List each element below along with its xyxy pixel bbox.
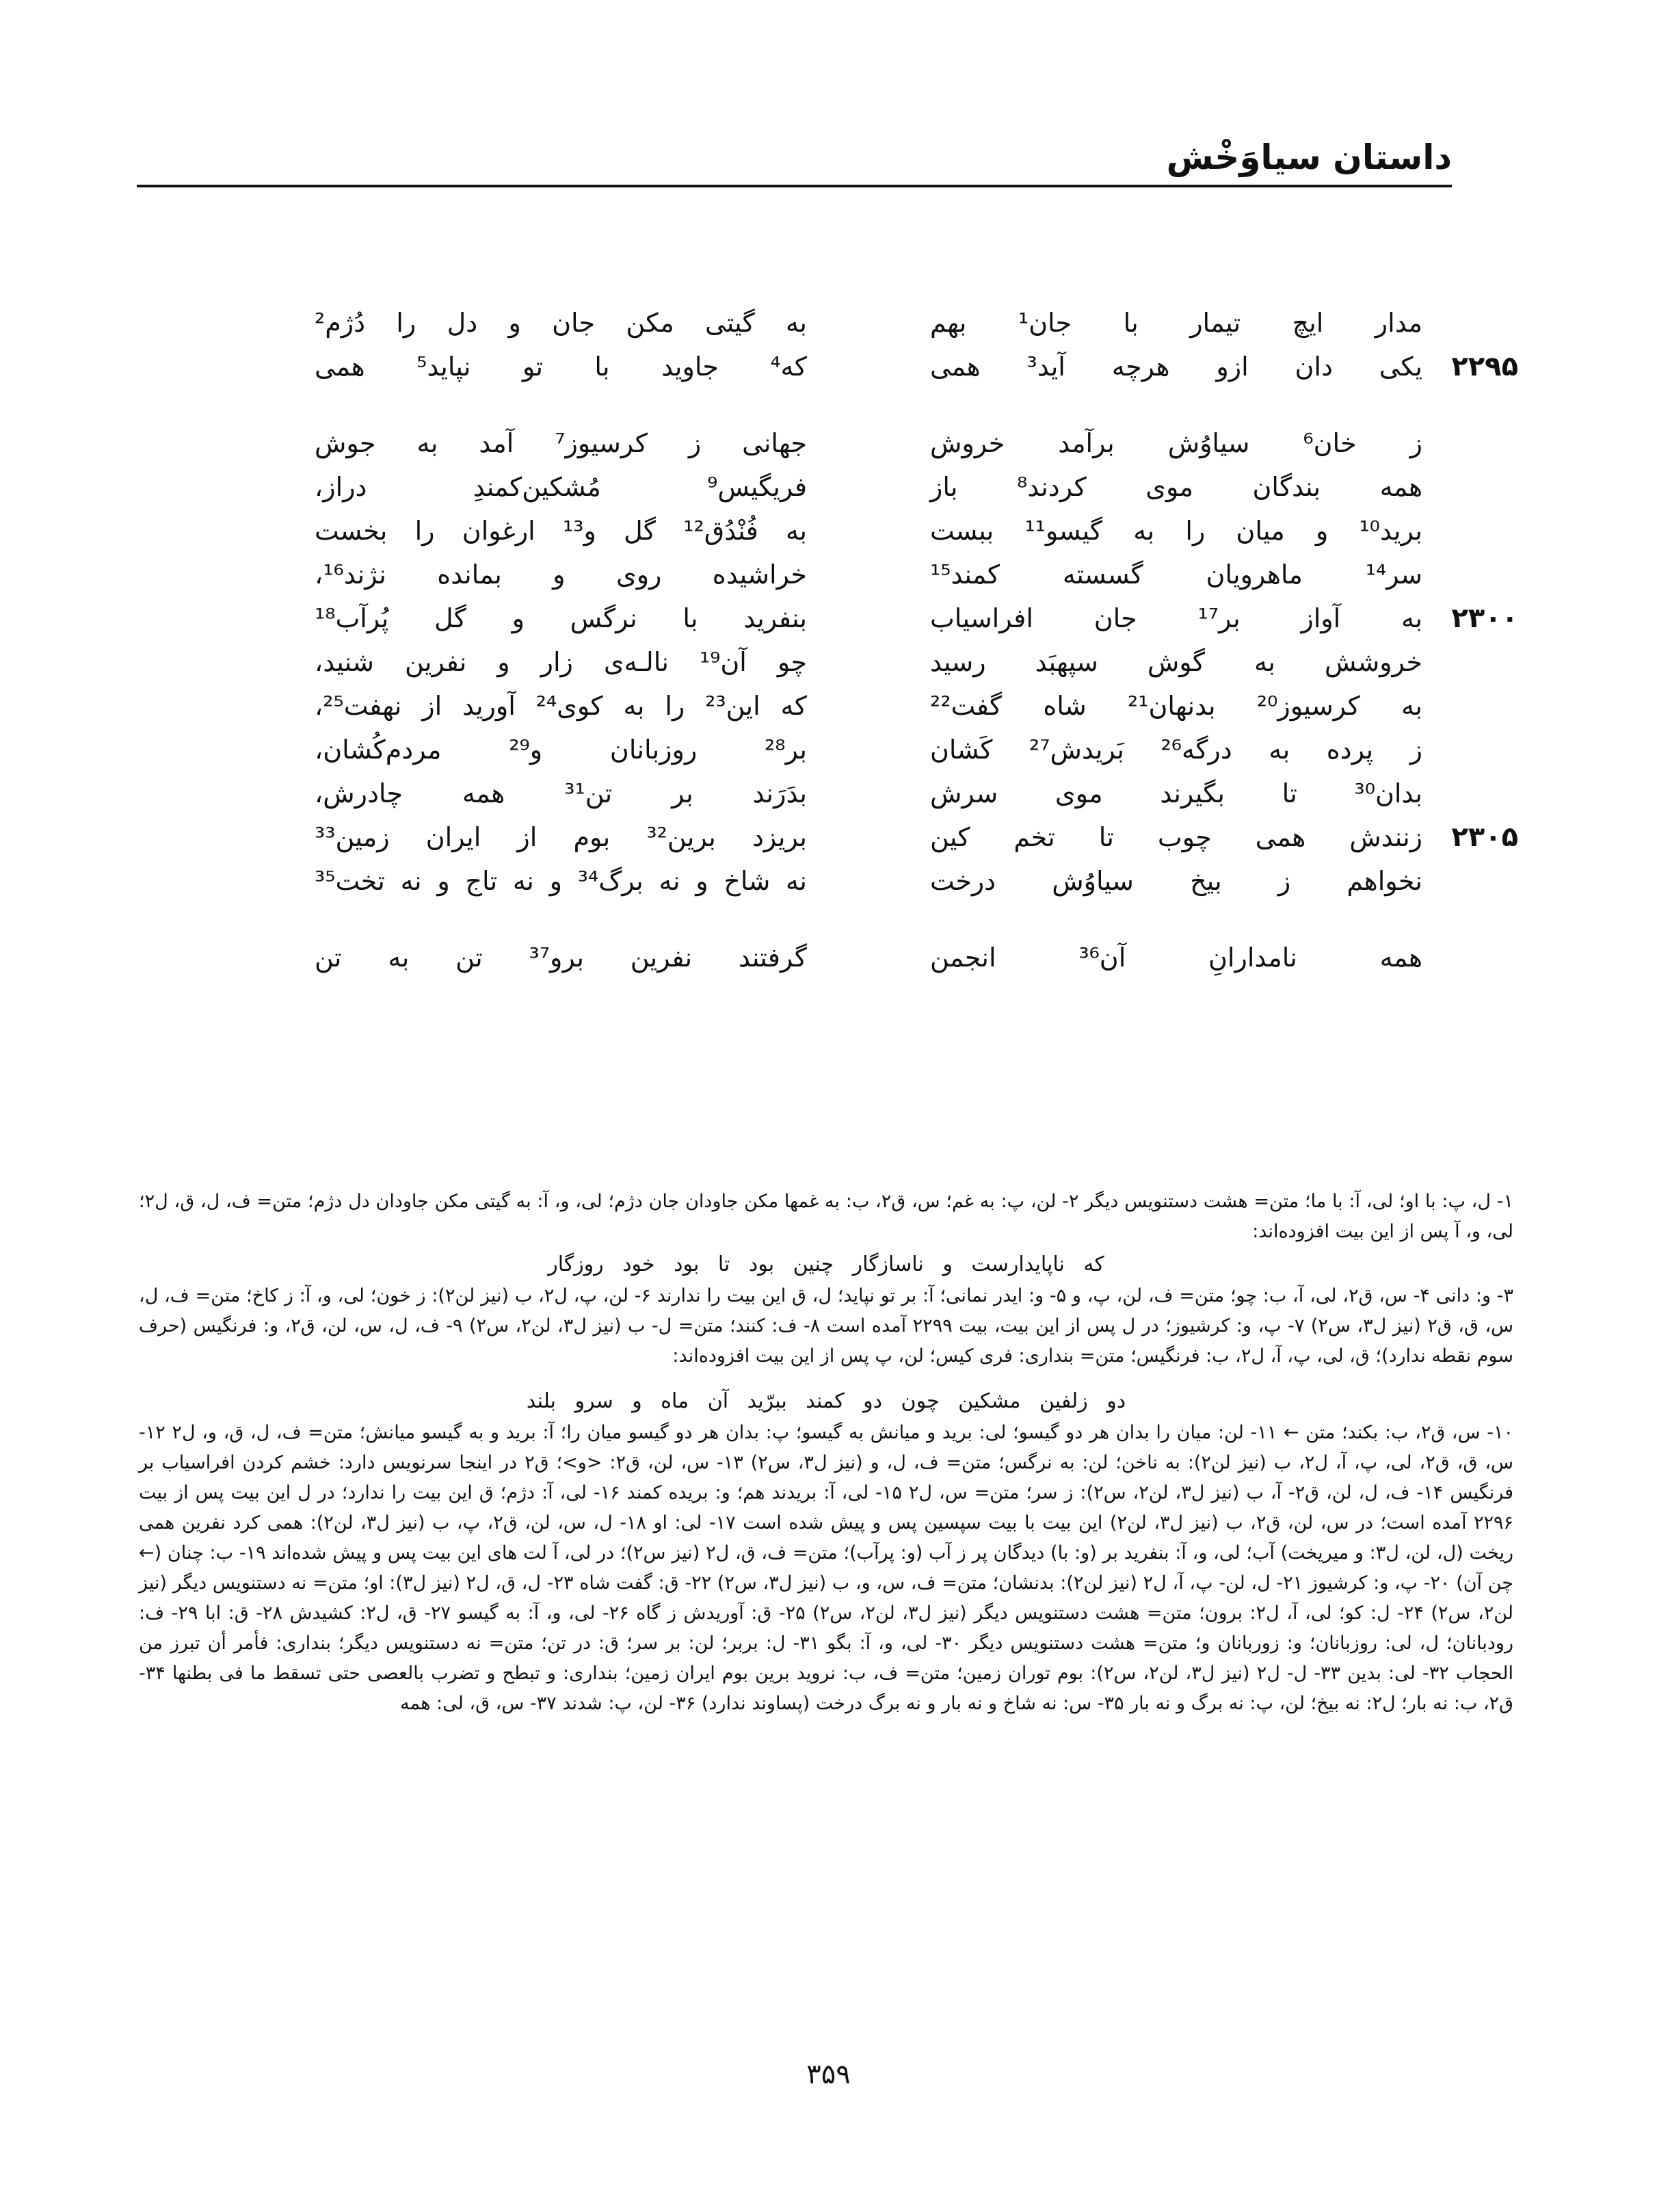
couplet [246, 553, 1422, 596]
couplet [246, 301, 1422, 345]
verse-number: ۲۲۹۵ [1451, 351, 1518, 382]
verse-number: ۲۳۰۰ [1451, 603, 1518, 634]
first-hemistich: ز خان⁶ سیاوُش برآمد خروش [930, 428, 1422, 458]
footnote-block: ۱۰- س، ق۲، ب: بکند؛ متن ← ۱۱- لن: میان را بدان هر دو گیسو؛ لی: برید و میانش به گیسو؛ پ: بدان هر دو گیسو میان را؛ آ: برید و به گیسو میانش؛ متن= ف، ل، ق، و، ل۲ ۱۲- س، ق، ق۲، لی، پ، آ، ل۲، ب (نیز لن۲): به ناخن؛ لن: به نرگس؛ متن= ف، ل، و (نیز ل۳، س۲) ۱۳- س، لن، ق۲: <و>؛ ق۲ در اینجا سرنویس دارد: خشم کردن افراسیاب بر فرنگیس ۱۴- ف، ل، لن، ق۲- آ، ب (نیز ل۳، لن۲، س۲): ز سر؛ متن= س، ل۲ ۱۵- لی، آ: بریدند هم؛ و: بریده کمند ۱۶- لی، آ: دژم؛ ق این بیت را ندارد؛ در ل این بیت پس از بیت ۲۲۹۶ آمده است؛ در س، لن، ق۲، ب (نیز ل۳، لن۲) این بیت با بیت سپسین پس و پیش شده است ۱۷- لی: او ۱۸- ل، س، لن، ق۲، پ، ب (نیز ل۳، لن۲): همی کرد نفرین همی ریخت (ل، لن، ل۳: و میریخت) آب؛ لی، و، آ: بنفرید بر (و: با) دیدگان پر ز آب (و: پرآب)؛ متن= ف، ق، ل۲ (نیز س۲)؛ در لی، آ لت های این بیت پس و پیش شده‌اند ۱۹- ب: چنان (← چن آن) ۲۰- پ، و: کرشیوز ۲۱- ل، لن- پ، آ، ل۲ (نیز لن۲): بدنشان؛ متن= ف، س، و، ب (نیز ل۳، س۲) ۲۲- ق: گفت شاه ۲۳- ل، ق، ل۲ (نیز ل۳): او؛ متن= نه دستنویس دیگر (نیز لن۲، س۲) ۲۴- ل: کو؛ لی، آ، ل۲: برون؛ متن= هشت دستنویس دیگر (نیز ل۳، لن۲، س۲) ۲۵- ق: آوریدش ز گاه ۲۶- لی، و، آ: به گیسو ۲۷- ق، ل۲: کشیدش ۲۸- ق: ابا ۲۹- ف: رودبانان؛ ل، لی: روزبانان؛ و: زوربانان و؛ متن= هشت دستنویس دیگر ۳۰- لی، و، آ: بگو ۳۱- ل: بربر؛ لن: بر سر؛ ق: در تن؛ متن= نه دستنویس دیگر؛ بنداری: فأمر أن تبرز من الحجاب ۳۲- لی: بدین ۳۳- ل- ل۲ (نیز ل۳، لن۲، س۲): بوم توران زمین؛ متن= ف، ب: نروید برین بوم ایران زمین؛ بنداری: و تبطح و تضرب بالعصی حتی تسقط ما فی بطنها ۳۴- ق۲، ب: نه بار؛ ل۲: نه بیخ؛ لن، پ: نه برگ و نه بار ۳۵- س: نه شاخ و نه بار و نه برگ درخت (پساوند ندارد) ۳۶- لن، پ: شدند ۳۷- س، ق، لی: همه [139, 1422, 1514, 1714]
first-hemistich: برید¹⁰ و میان را به گیسو¹¹ ببست [930, 516, 1422, 546]
second-hemistich: نه شاخ و نه برگ³⁴ و نه تاج و نه تخت³⁵ [315, 866, 807, 896]
second-hemistich: جهانی ز کرسیوز⁷ آمد به جوش [315, 428, 807, 458]
second-hemistich: به فُنْدُق¹² گل و¹³ ارغوان را بخست [315, 516, 807, 546]
first-hemistich: نخواهم ز بیخ سیاوُش درخت [930, 866, 1422, 896]
couplet [246, 345, 1518, 389]
first-hemistich: به کرسیوز²⁰ بدنهان²¹ شاه گفت²² [930, 691, 1422, 721]
couplet [246, 728, 1422, 772]
second-hemistich: به گیتی مکن جان و دل را دُژم² [315, 308, 807, 338]
couplet [246, 684, 1422, 728]
second-hemistich: گرفتند نفرین برو³⁷ تن به تن [315, 943, 807, 973]
first-hemistich: همه نامدارانِ آن³⁶ انجمن [930, 943, 1422, 973]
couplet [246, 772, 1422, 815]
header-rule [137, 185, 1452, 187]
first-hemistich: یکی دان ازو هرچه آید³ همی [930, 352, 1422, 382]
first-hemistich: همه بندگان موی کردند⁸ باز [930, 472, 1422, 502]
couplet [246, 509, 1422, 553]
second-hemistich: که این²³ را به کوی²⁴ آورید از نهفت²⁵، [315, 691, 807, 721]
footnote-block: ۱- ل، پ: با او؛ لی، آ: با ما؛ متن= هشت دستنویس دیگر ۲- لن، پ: به غم؛ س، ق۲، ب: به غمها مکن جاودان جان دژم؛ لی، و، آ: به گیتی مکن جاودان دل دژم؛ متن= ف، ل، ق، ل۲؛ لی، و، آ پس از این بیت افزوده‌اند: [139, 1191, 1513, 1242]
second-hemistich: چو آن¹⁹ نالـه‌ی زار و نفرین شنید، [315, 647, 807, 677]
first-hemistich: ز پرده به درگه²⁶ بَریدش²⁷ کَشان [930, 735, 1423, 765]
verse-number: ۲۳۰۵ [1451, 821, 1518, 853]
second-hemistich: بنفرید با نرگس و گل پُرآب¹⁸ [315, 603, 807, 633]
first-hemistich: مدار ایچ تیمار با جان¹ بهم [930, 308, 1422, 338]
couplet [246, 421, 1422, 465]
couplet [246, 815, 1518, 859]
couplet [246, 596, 1518, 640]
footnote-added-verse: که ناپایدارست و ناسازگار چنین بود تا بود خود روزگار [548, 1252, 1104, 1276]
couplet [246, 465, 1422, 509]
footnote-added-verse: دو زلفین مشکین چون دو کمند ببرّید آن ماه و سرو بلند [526, 1389, 1126, 1413]
first-hemistich: بدان³⁰ تا بگیرند موی سرش [930, 778, 1422, 808]
verse-section [246, 301, 1518, 979]
second-hemistich: فریگیس⁹ مُشکین‌کمندِ دراز، [315, 472, 807, 502]
couplet [246, 859, 1422, 903]
second-hemistich: که⁴ جاوید با تو نپاید⁵ همی [315, 352, 808, 382]
second-hemistich: خراشیده روی و بمانده نژند¹⁶، [315, 559, 807, 590]
first-hemistich: خروشش به گوش سپهبَد رسید [930, 647, 1422, 677]
running-title: داستان سیاوَخْش [1166, 137, 1452, 177]
first-hemistich: زنندش همی چوب تا تخم کین [930, 822, 1422, 852]
second-hemistich: بر²⁸ روزبانان و²⁹ مردم‌کُشان، [315, 735, 807, 765]
first-hemistich: به آواز بر¹⁷ جان افراسیاب [930, 603, 1422, 633]
couplet [246, 936, 1422, 979]
footnote-block: ۳- و: دانی ۴- س، ق۲، لی، آ، ب: چو؛ متن= ف، لن، پ، و ۵- و: ایدر نمانی؛ آ: بر تو نپاید؛ ل، ق این بیت را ندارند ۶- لن، پ، ل۲، ب (نیز لن۲): ز خون؛ لی، و، آ: ز کاخ؛ متن= ف، ل، س، ق، ق۲ (نیز ل۳، س۲) ۷- پ، و: کرشیوز؛ در ل پس از این بیت، بیت ۲۲۹۹ آمده است ۸- ف: کنند؛ متن= ل- ب (نیز ل۳، لن۲، س۲) ۹- ف، ل، س، لن، ق۲، و: فرنگیس (حرف سوم نقطه ندارد)؛ ق، لی، پ، آ، ل۲، ب: فرنگیس؛ متن= بنداری: فری کیس؛ لن، پ پس از این بیت افزوده‌اند: [139, 1285, 1514, 1367]
first-hemistich: سر¹⁴ ماهرویان گسسته کمند¹⁵ [930, 559, 1422, 590]
footnotes [139, 1187, 1513, 1719]
couplet [246, 640, 1422, 684]
second-hemistich: بدَرَند بر تن³¹ همه چادرش، [315, 778, 807, 808]
second-hemistich: بریزد برین³² بوم از ایران زمین³³ [315, 822, 808, 852]
page-number: ۳۵۹ [806, 2059, 851, 2090]
